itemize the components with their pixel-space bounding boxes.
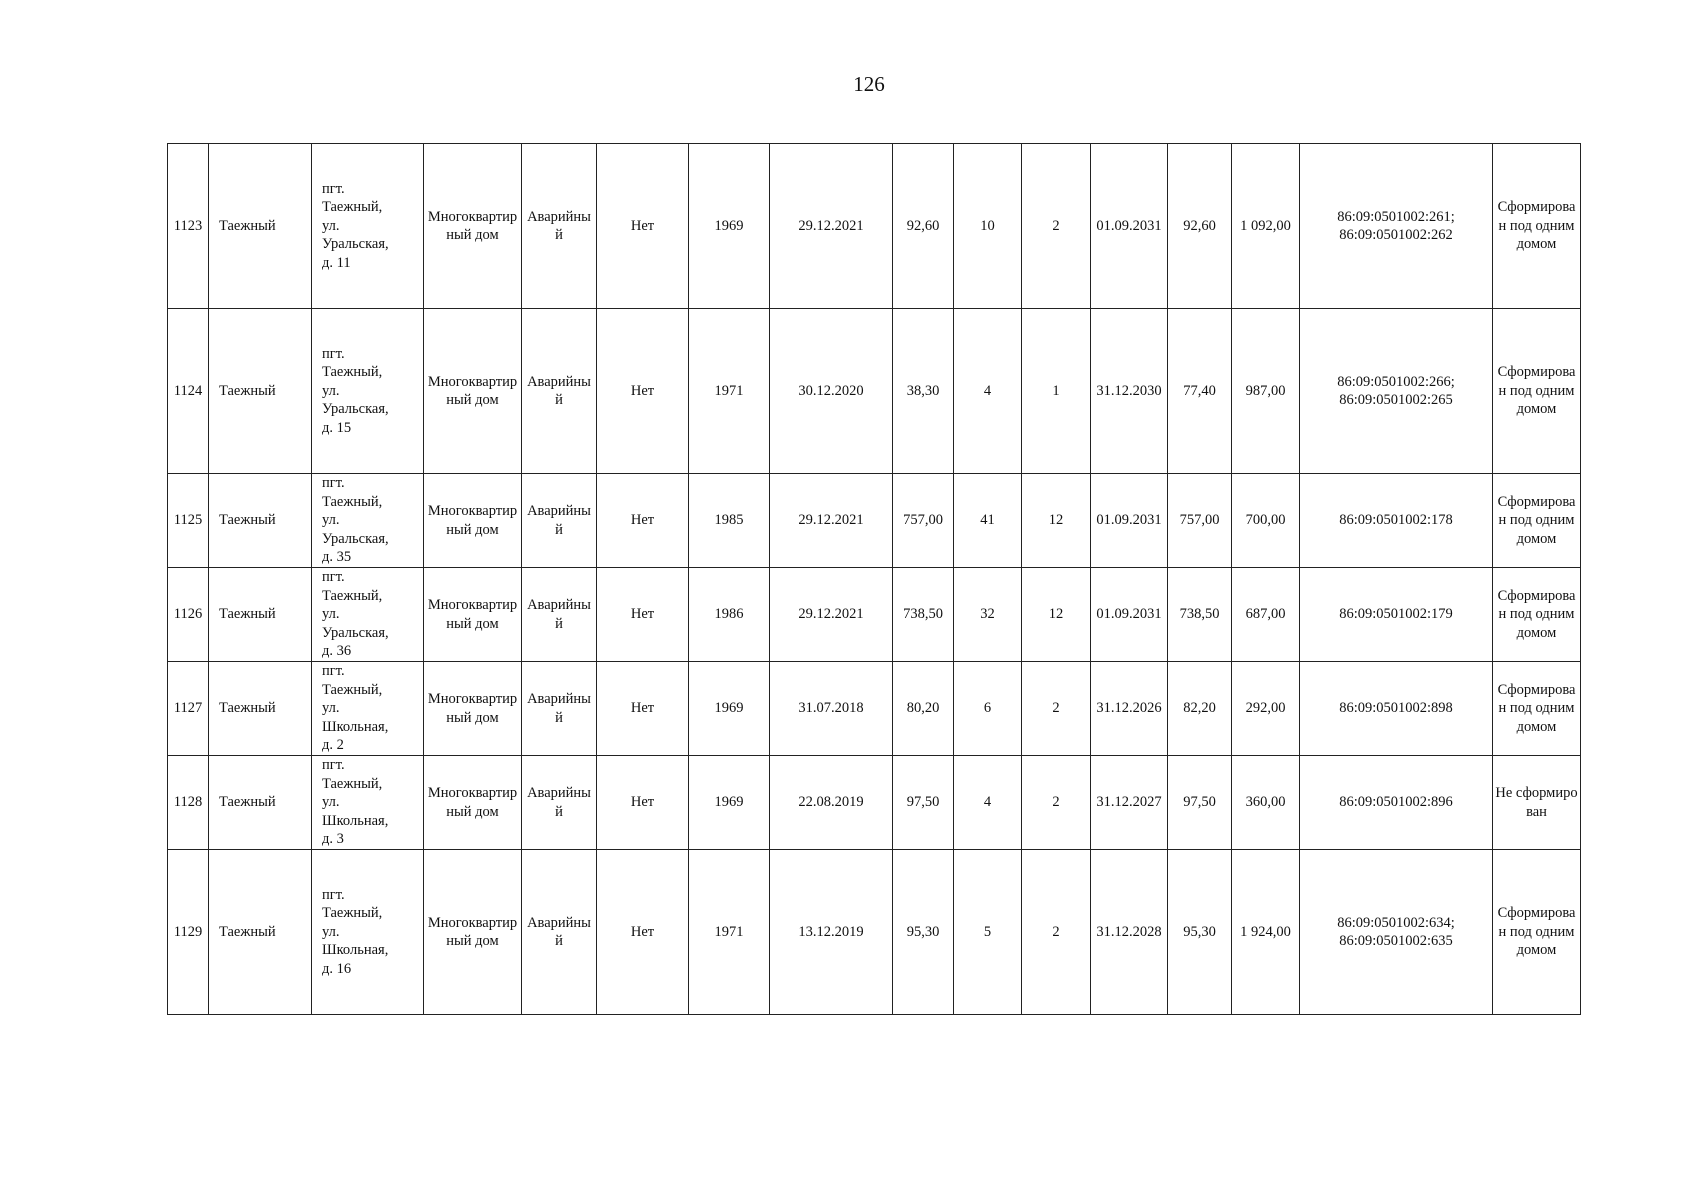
address-cell-line: пгт. bbox=[322, 345, 345, 362]
address-cell-line: Уральская, bbox=[322, 401, 389, 418]
cadastre-cell-line: 86:09:0501002:266; bbox=[1337, 373, 1455, 390]
address-cell-line: Уральская, bbox=[322, 624, 389, 641]
address-cell bbox=[312, 474, 424, 568]
flag-cell: Нет bbox=[597, 756, 689, 850]
flag-cell: Нет bbox=[597, 144, 689, 309]
address-cell-line: д. 35 bbox=[322, 549, 352, 566]
cadastre-cell bbox=[1300, 850, 1493, 1015]
address-cell bbox=[312, 662, 424, 756]
cadastre-cell bbox=[1300, 474, 1493, 568]
build-year-cell: 1969 bbox=[689, 144, 770, 309]
residents-cell: 6 bbox=[954, 662, 1022, 756]
area-cell: 97,50 bbox=[893, 756, 954, 850]
row-number-cell: 1127 bbox=[168, 662, 209, 756]
page-number: 126 bbox=[853, 72, 885, 96]
build-year-cell: 1971 bbox=[689, 309, 770, 474]
status-cell: Аварийный bbox=[522, 474, 597, 568]
address-cell-line: ул. bbox=[322, 382, 340, 399]
deadline-cell: 31.12.2030 bbox=[1091, 309, 1168, 474]
land-area-cell: 360,00 bbox=[1232, 756, 1300, 850]
address-cell-line: д. 3 bbox=[322, 831, 344, 848]
house-type-cell: Многоквартирный дом bbox=[424, 662, 522, 756]
area-cell: 38,30 bbox=[893, 309, 954, 474]
area2-cell: 738,50 bbox=[1168, 568, 1232, 662]
address-cell-line: Уральская, bbox=[322, 530, 389, 547]
settlement-cell: Таежный bbox=[209, 568, 312, 662]
cadastre-cell-line: 86:09:0501002:178 bbox=[1339, 512, 1453, 529]
address-cell-line: пгт. bbox=[322, 569, 345, 586]
address-cell-line: Таежный, bbox=[322, 364, 383, 381]
status-cell: Аварийный bbox=[522, 756, 597, 850]
area2-cell: 97,50 bbox=[1168, 756, 1232, 850]
status-cell: Аварийный bbox=[522, 568, 597, 662]
decision-date-cell: 29.12.2021 bbox=[770, 144, 893, 309]
land-status-cell: Сформирован под одним домом bbox=[1493, 850, 1581, 1015]
address-cell-line: пгт. bbox=[322, 663, 345, 680]
flag-cell: Нет bbox=[597, 309, 689, 474]
status-cell: Аварийный bbox=[522, 850, 597, 1015]
row-number-cell: 1124 bbox=[168, 309, 209, 474]
land-area-cell: 687,00 bbox=[1232, 568, 1300, 662]
address-cell-line: д. 2 bbox=[322, 737, 344, 754]
area2-cell: 77,40 bbox=[1168, 309, 1232, 474]
land-status-cell: Не сформирован bbox=[1493, 756, 1581, 850]
cadastre-cell-line: 86:09:0501002:262 bbox=[1339, 227, 1453, 243]
address-cell-line: пгт. bbox=[322, 757, 345, 774]
apartments-cell: 12 bbox=[1022, 568, 1091, 662]
settlement-cell: Таежный bbox=[209, 144, 312, 309]
residents-cell: 10 bbox=[954, 144, 1022, 309]
build-year-cell: 1986 bbox=[689, 568, 770, 662]
deadline-cell: 01.09.2031 bbox=[1091, 144, 1168, 309]
house-type-cell: Многоквартирный дом bbox=[424, 756, 522, 850]
deadline-cell: 01.09.2031 bbox=[1091, 474, 1168, 568]
apartments-cell: 12 bbox=[1022, 474, 1091, 568]
deadline-cell: 31.12.2027 bbox=[1091, 756, 1168, 850]
deadline-cell: 01.09.2031 bbox=[1091, 568, 1168, 662]
apartments-cell: 2 bbox=[1022, 756, 1091, 850]
land-status-cell: Сформирован под одним домом bbox=[1493, 474, 1581, 568]
area2-cell: 757,00 bbox=[1168, 474, 1232, 568]
flag-cell: Нет bbox=[597, 850, 689, 1015]
area2-cell: 82,20 bbox=[1168, 662, 1232, 756]
address-cell-line: Школьная, bbox=[322, 942, 389, 959]
build-year-cell: 1969 bbox=[689, 756, 770, 850]
land-area-cell: 292,00 bbox=[1232, 662, 1300, 756]
address-cell-line: Уральская, bbox=[322, 236, 389, 253]
residents-cell: 5 bbox=[954, 850, 1022, 1015]
address-cell-line: Таежный, bbox=[322, 905, 383, 922]
table-row bbox=[168, 756, 1581, 850]
cadastre-cell bbox=[1300, 756, 1493, 850]
decision-date-cell: 29.12.2021 bbox=[770, 474, 893, 568]
cadastre-cell-line: 86:09:0501002:896 bbox=[1339, 794, 1453, 811]
table-row bbox=[168, 850, 1581, 1015]
area2-cell: 95,30 bbox=[1168, 850, 1232, 1015]
row-number-cell: 1126 bbox=[168, 568, 209, 662]
residents-cell: 4 bbox=[954, 309, 1022, 474]
address-cell-line: д. 36 bbox=[322, 643, 352, 660]
flag-cell: Нет bbox=[597, 568, 689, 662]
address-cell-line: пгт. bbox=[322, 180, 345, 197]
house-type-cell: Многоквартирный дом bbox=[424, 474, 522, 568]
status-cell: Аварийный bbox=[522, 662, 597, 756]
address-cell-line: Школьная, bbox=[322, 718, 389, 735]
settlement-cell: Таежный bbox=[209, 850, 312, 1015]
cadastre-cell-line: 86:09:0501002:898 bbox=[1339, 700, 1453, 717]
address-cell-line: пгт. bbox=[322, 886, 345, 903]
table-row bbox=[168, 662, 1581, 756]
settlement-cell: Таежный bbox=[209, 309, 312, 474]
cadastre-cell bbox=[1300, 662, 1493, 756]
land-area-cell: 1 924,00 bbox=[1232, 850, 1300, 1015]
housing-registry-table bbox=[167, 143, 1581, 1015]
deadline-cell: 31.12.2028 bbox=[1091, 850, 1168, 1015]
address-cell-line: ул. bbox=[322, 217, 340, 234]
flag-cell: Нет bbox=[597, 474, 689, 568]
land-status-cell: Сформирован под одним домом bbox=[1493, 309, 1581, 474]
land-area-cell: 987,00 bbox=[1232, 309, 1300, 474]
address-cell-line: ул. bbox=[322, 606, 340, 623]
table-row bbox=[168, 144, 1581, 309]
apartments-cell: 2 bbox=[1022, 144, 1091, 309]
house-type-cell: Многоквартирный дом bbox=[424, 850, 522, 1015]
address-cell-line: Таежный, bbox=[322, 587, 383, 604]
cadastre-cell-line: 86:09:0501002:261; bbox=[1337, 208, 1455, 225]
address-cell-line: ул. bbox=[322, 923, 340, 940]
address-cell-line: д. 11 bbox=[322, 254, 351, 271]
residents-cell: 32 bbox=[954, 568, 1022, 662]
address-cell bbox=[312, 144, 424, 309]
address-cell-line: ул. bbox=[322, 700, 340, 717]
land-status-cell: Сформирован под одним домом bbox=[1493, 568, 1581, 662]
residents-cell: 4 bbox=[954, 756, 1022, 850]
address-cell bbox=[312, 568, 424, 662]
table-row bbox=[168, 309, 1581, 474]
address-cell-line: д. 15 bbox=[322, 419, 352, 436]
cadastre-cell bbox=[1300, 144, 1493, 309]
build-year-cell: 1971 bbox=[689, 850, 770, 1015]
residents-cell: 41 bbox=[954, 474, 1022, 568]
area2-cell: 92,60 bbox=[1168, 144, 1232, 309]
registry-body bbox=[168, 144, 1581, 1015]
cadastre-cell bbox=[1300, 568, 1493, 662]
table-row bbox=[168, 568, 1581, 662]
address-cell-line: д. 16 bbox=[322, 960, 352, 977]
address-cell-line: Таежный, bbox=[322, 199, 383, 216]
flag-cell: Нет bbox=[597, 662, 689, 756]
address-cell-line: Таежный, bbox=[322, 493, 383, 510]
table-row bbox=[168, 474, 1581, 568]
apartments-cell: 2 bbox=[1022, 662, 1091, 756]
address-cell bbox=[312, 309, 424, 474]
house-type-cell: Многоквартирный дом bbox=[424, 144, 522, 309]
land-area-cell: 1 092,00 bbox=[1232, 144, 1300, 309]
house-type-cell: Многоквартирный дом bbox=[424, 309, 522, 474]
decision-date-cell: 30.12.2020 bbox=[770, 309, 893, 474]
cadastre-cell-line: 86:09:0501002:635 bbox=[1339, 933, 1453, 949]
deadline-cell: 31.12.2026 bbox=[1091, 662, 1168, 756]
status-cell: Аварийный bbox=[522, 309, 597, 474]
cadastre-cell-line: 86:09:0501002:265 bbox=[1339, 392, 1453, 408]
address-cell-line: ул. bbox=[322, 794, 340, 811]
area-cell: 80,20 bbox=[893, 662, 954, 756]
decision-date-cell: 31.07.2018 bbox=[770, 662, 893, 756]
area-cell: 757,00 bbox=[893, 474, 954, 568]
address-cell-line: Таежный, bbox=[322, 775, 383, 792]
status-cell: Аварийный bbox=[522, 144, 597, 309]
decision-date-cell: 13.12.2019 bbox=[770, 850, 893, 1015]
address-cell-line: Таежный, bbox=[322, 681, 383, 698]
cadastre-cell bbox=[1300, 309, 1493, 474]
row-number-cell: 1129 bbox=[168, 850, 209, 1015]
settlement-cell: Таежный bbox=[209, 662, 312, 756]
apartments-cell: 2 bbox=[1022, 850, 1091, 1015]
decision-date-cell: 22.08.2019 bbox=[770, 756, 893, 850]
address-cell-line: Школьная, bbox=[322, 812, 389, 829]
area-cell: 738,50 bbox=[893, 568, 954, 662]
address-cell-line: пгт. bbox=[322, 475, 345, 492]
row-number-cell: 1123 bbox=[168, 144, 209, 309]
build-year-cell: 1969 bbox=[689, 662, 770, 756]
row-number-cell: 1125 bbox=[168, 474, 209, 568]
settlement-cell: Таежный bbox=[209, 474, 312, 568]
land-status-cell: Сформирован под одним домом bbox=[1493, 662, 1581, 756]
settlement-cell: Таежный bbox=[209, 756, 312, 850]
row-number-cell: 1128 bbox=[168, 756, 209, 850]
apartments-cell: 1 bbox=[1022, 309, 1091, 474]
address-cell bbox=[312, 850, 424, 1015]
cadastre-cell-line: 86:09:0501002:634; bbox=[1337, 914, 1455, 931]
area-cell: 95,30 bbox=[893, 850, 954, 1015]
area-cell: 92,60 bbox=[893, 144, 954, 309]
address-cell-line: ул. bbox=[322, 512, 340, 529]
build-year-cell: 1985 bbox=[689, 474, 770, 568]
cadastre-cell-line: 86:09:0501002:179 bbox=[1339, 606, 1453, 623]
land-status-cell: Сформирован под одним домом bbox=[1493, 144, 1581, 309]
address-cell bbox=[312, 756, 424, 850]
decision-date-cell: 29.12.2021 bbox=[770, 568, 893, 662]
house-type-cell: Многоквартирный дом bbox=[424, 568, 522, 662]
land-area-cell: 700,00 bbox=[1232, 474, 1300, 568]
